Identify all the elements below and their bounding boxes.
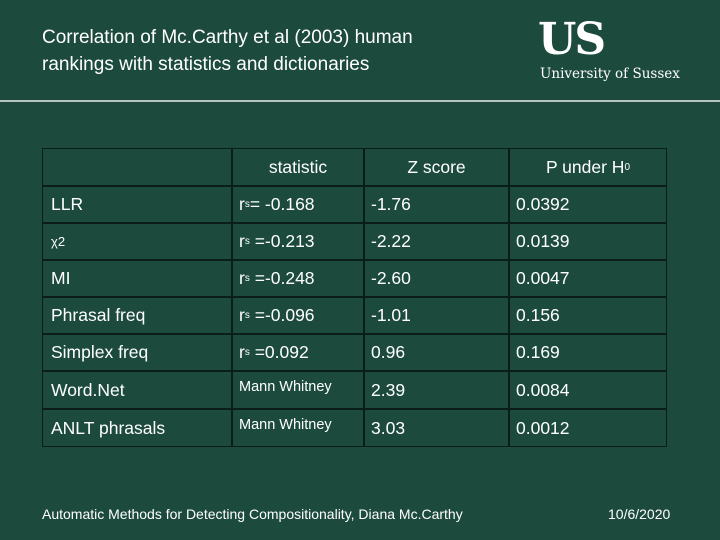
row-label: LLR	[42, 186, 232, 223]
row-statistic: r s =-0.248	[232, 260, 364, 297]
row-p-value: 0.156	[509, 297, 667, 334]
row-statistic: r s =0.092	[232, 334, 364, 371]
footer-author: , Diana Mc.Carthy	[350, 506, 463, 522]
row-p-value: 0.169	[509, 334, 667, 371]
footer-caption	[42, 506, 463, 522]
row-label: ANLT phrasals	[42, 409, 232, 447]
header-statistic: statistic	[232, 148, 364, 186]
row-p-value: 0.0047	[509, 260, 667, 297]
row-zscore: -1.76	[364, 186, 509, 223]
row-zscore: 0.96	[364, 334, 509, 371]
row-label: Phrasal freq	[42, 297, 232, 334]
header-empty-cell	[42, 148, 232, 186]
row-label: Simplex freq	[42, 334, 232, 371]
header-p-value: P under H 0	[509, 148, 667, 186]
row-statistic: r s = -0.168	[232, 186, 364, 223]
row-statistic: r s =-0.213	[232, 223, 364, 260]
footer-talk-title: Automatic Methods for Detecting Compositionality	[42, 506, 351, 522]
slide-title-line-2: rankings with statistics and dictionaries	[42, 54, 370, 75]
row-statistic: Mann Whitney	[232, 371, 364, 409]
row-p-value: 0.0012	[509, 409, 667, 447]
row-zscore: 2.39	[364, 371, 509, 409]
slide-title-line-1: Correlation of Mc.Carthy et al (2003) human	[42, 27, 413, 48]
footer-date: 10/6/2020	[608, 506, 671, 522]
row-p-value: 0.0084	[509, 371, 667, 409]
row-p-value: 0.0139	[509, 223, 667, 260]
row-label: Word.Net	[42, 371, 232, 409]
row-statistic: Mann Whitney	[232, 409, 364, 447]
row-zscore: -1.01	[364, 297, 509, 334]
row-label: χ2	[42, 223, 232, 260]
logo-mark: US	[538, 14, 605, 65]
row-statistic: r s =-0.096	[232, 297, 364, 334]
row-p-value: 0.0392	[509, 186, 667, 223]
row-zscore: -2.22	[364, 223, 509, 260]
logo-name: University of Sussex	[540, 66, 680, 82]
row-zscore: 3.03	[364, 409, 509, 447]
row-label: MI	[42, 260, 232, 297]
row-zscore: -2.60	[364, 260, 509, 297]
header-zscore: Z score	[364, 148, 509, 186]
